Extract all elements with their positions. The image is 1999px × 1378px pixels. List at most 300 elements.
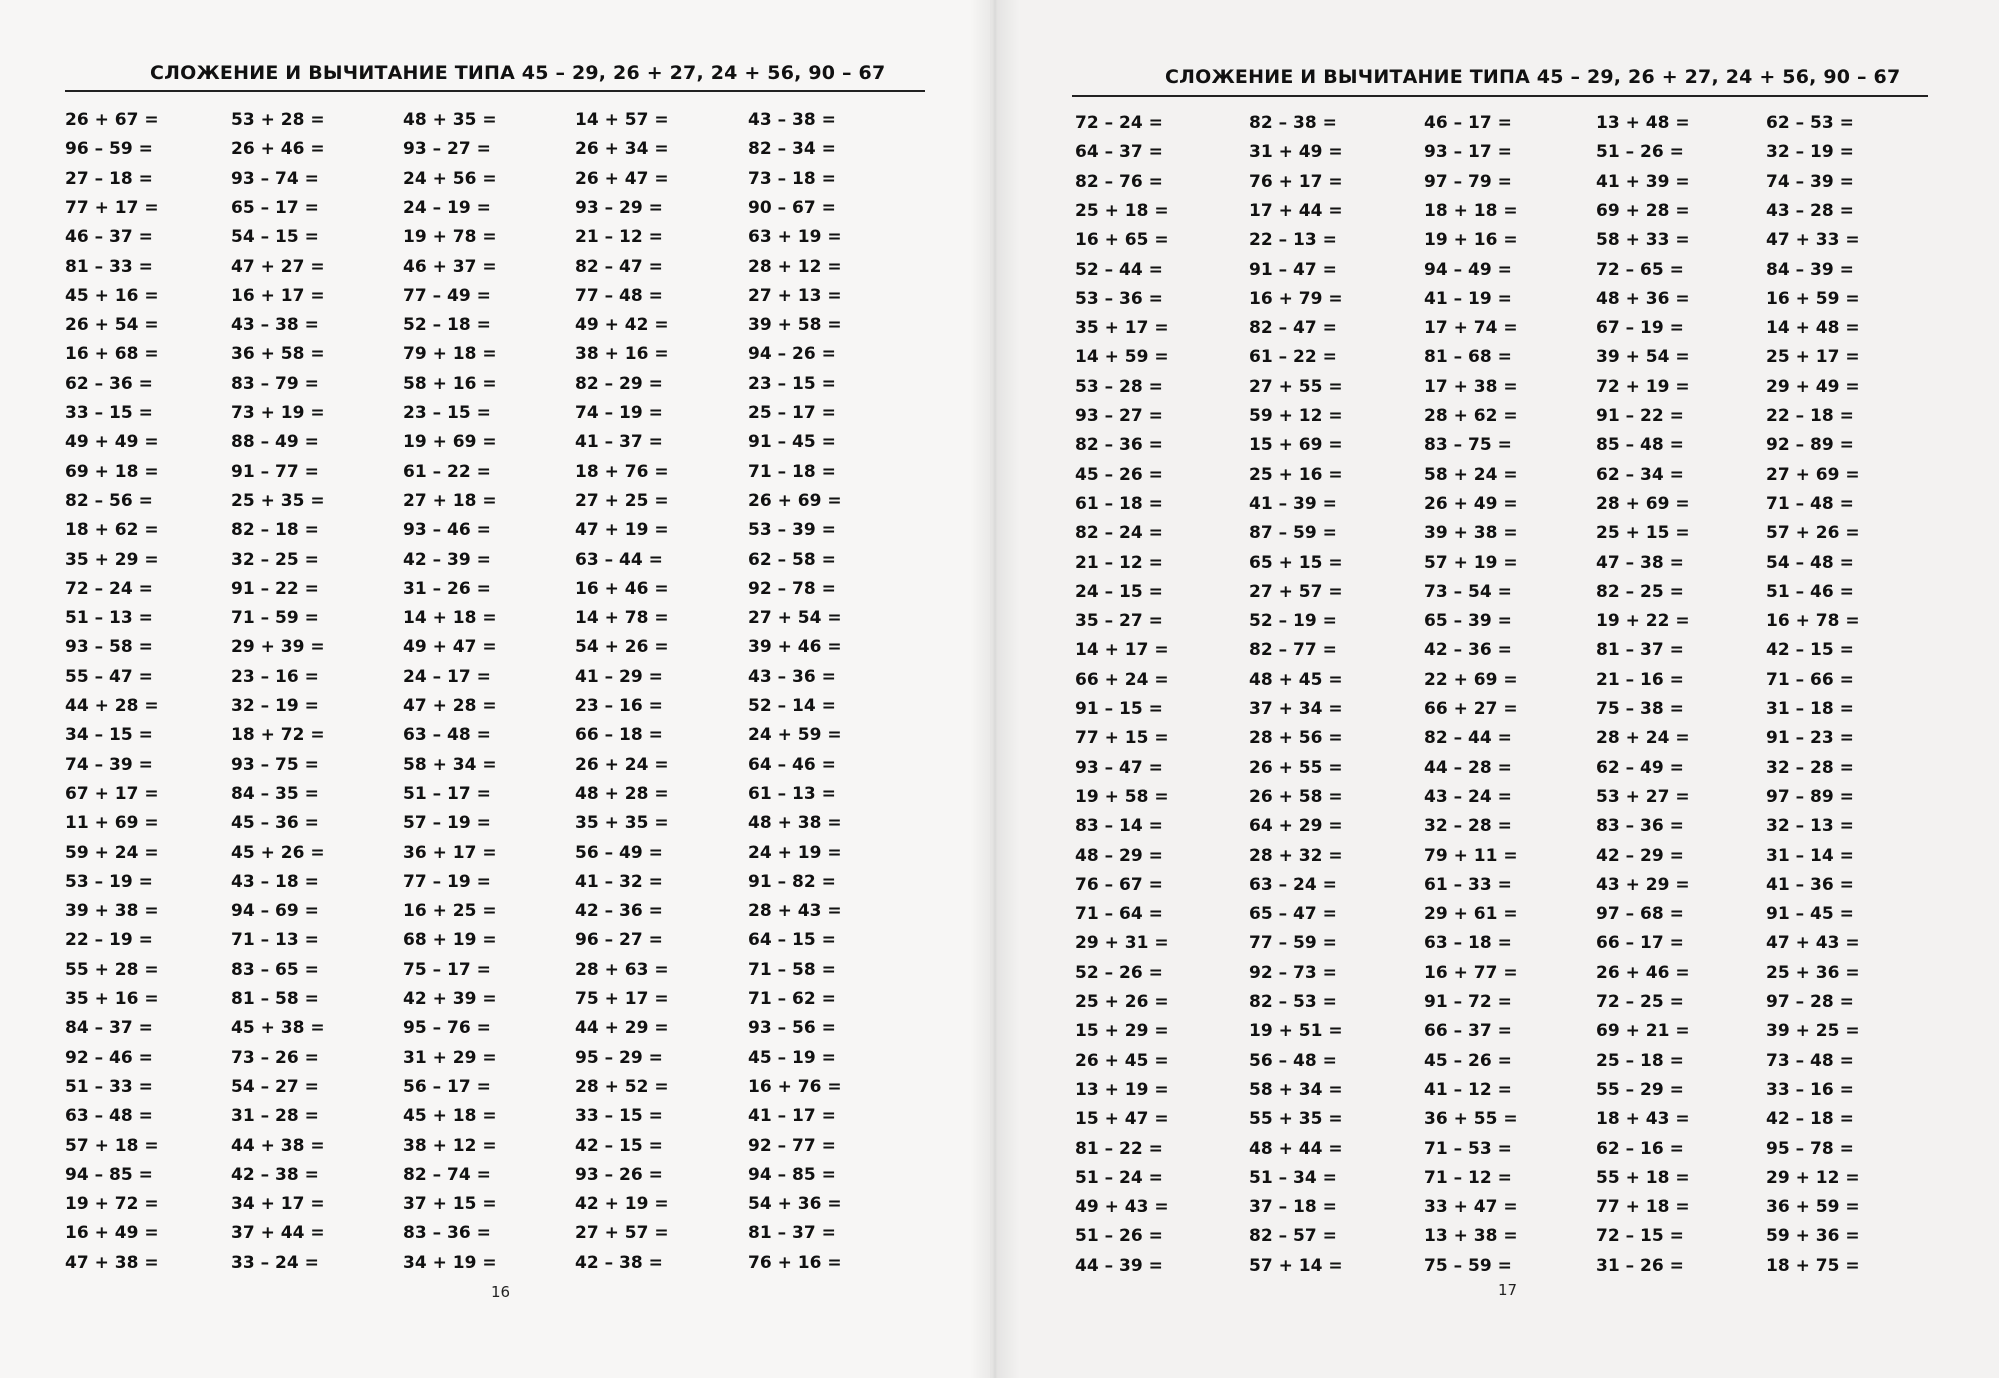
- exercise-item: 28 + 69 =: [1596, 494, 1690, 514]
- exercise-item: 16 + 78 =: [1766, 611, 1860, 631]
- exercise-item: 83 – 36 =: [1596, 816, 1684, 836]
- exercise-item: 29 + 31 =: [1075, 933, 1169, 953]
- exercise-item: 58 + 24 =: [1424, 465, 1518, 485]
- exercise-item: 75 – 59 =: [1424, 1256, 1512, 1276]
- exercise-item: 38 + 12 =: [403, 1136, 497, 1156]
- exercise-item: 29 + 39 =: [231, 637, 325, 657]
- exercise-item: 25 + 16 =: [1249, 465, 1343, 485]
- exercise-item: 46 – 17 =: [1424, 113, 1512, 133]
- exercise-item: 82 – 25 =: [1596, 582, 1684, 602]
- exercise-item: 26 + 58 =: [1249, 787, 1343, 807]
- exercise-item: 18 + 62 =: [65, 520, 159, 540]
- exercise-item: 84 – 39 =: [1766, 260, 1854, 280]
- exercise-item: 17 + 74 =: [1424, 318, 1518, 338]
- exercise-item: 52 – 26 =: [1075, 963, 1163, 983]
- exercise-item: 42 – 36 =: [1424, 640, 1512, 660]
- exercise-item: 25 + 26 =: [1075, 992, 1169, 1012]
- exercise-item: 82 – 36 =: [1075, 435, 1163, 455]
- exercise-item: 77 + 15 =: [1075, 728, 1169, 748]
- exercise-item: 62 – 36 =: [65, 374, 153, 394]
- exercise-item: 39 + 38 =: [65, 901, 159, 921]
- exercise-item: 55 + 28 =: [65, 960, 159, 980]
- exercise-item: 16 + 77 =: [1424, 963, 1518, 983]
- exercise-item: 67 + 17 =: [65, 784, 159, 804]
- title-underline: [1072, 95, 1928, 97]
- exercise-item: 82 – 24 =: [1075, 523, 1163, 543]
- exercise-item: 69 + 21 =: [1596, 1021, 1690, 1041]
- exercise-item: 77 + 17 =: [65, 198, 159, 218]
- exercise-item: 67 – 19 =: [1596, 318, 1684, 338]
- exercise-item: 43 – 38 =: [748, 110, 836, 130]
- exercise-item: 52 – 18 =: [403, 315, 491, 335]
- page-right: [990, 0, 1999, 1378]
- exercise-item: 42 – 38 =: [231, 1165, 319, 1185]
- exercise-item: 82 – 34 =: [748, 139, 836, 159]
- exercise-item: 97 – 68 =: [1596, 904, 1684, 924]
- exercise-item: 88 – 49 =: [231, 432, 319, 452]
- exercise-item: 53 – 19 =: [65, 872, 153, 892]
- exercise-item: 94 – 85 =: [748, 1165, 836, 1185]
- exercise-item: 33 – 15 =: [575, 1106, 663, 1126]
- exercise-item: 48 + 28 =: [575, 784, 669, 804]
- exercise-item: 16 + 79 =: [1249, 289, 1343, 309]
- exercise-item: 31 – 28 =: [231, 1106, 319, 1126]
- exercise-item: 35 + 29 =: [65, 550, 159, 570]
- exercise-item: 59 + 36 =: [1766, 1226, 1860, 1246]
- exercise-item: 58 + 34 =: [1249, 1080, 1343, 1100]
- book-gutter-shadow: [970, 0, 1020, 1378]
- exercise-item: 21 – 12 =: [1075, 553, 1163, 573]
- exercise-item: 71 – 66 =: [1766, 670, 1854, 690]
- exercise-item: 28 + 52 =: [575, 1077, 669, 1097]
- exercise-item: 51 – 17 =: [403, 784, 491, 804]
- exercise-item: 16 + 49 =: [65, 1223, 159, 1243]
- exercise-item: 51 – 34 =: [1249, 1168, 1337, 1188]
- exercise-item: 93 – 47 =: [1075, 758, 1163, 778]
- exercise-item: 19 + 72 =: [65, 1194, 159, 1214]
- exercise-item: 81 – 68 =: [1424, 347, 1512, 367]
- exercise-item: 97 – 28 =: [1766, 992, 1854, 1012]
- exercise-item: 56 – 48 =: [1249, 1051, 1337, 1071]
- exercise-item: 72 – 15 =: [1596, 1226, 1684, 1246]
- exercise-item: 26 + 55 =: [1249, 758, 1343, 778]
- exercise-item: 51 – 13 =: [65, 608, 153, 628]
- exercise-item: 31 – 26 =: [1596, 1256, 1684, 1276]
- exercise-item: 77 – 19 =: [403, 872, 491, 892]
- exercise-item: 39 + 46 =: [748, 637, 842, 657]
- exercise-item: 26 + 54 =: [65, 315, 159, 335]
- exercise-item: 69 + 18 =: [65, 462, 159, 482]
- exercise-item: 29 + 12 =: [1766, 1168, 1860, 1188]
- exercise-item: 27 + 13 =: [748, 286, 842, 306]
- exercise-item: 91 – 22 =: [231, 579, 319, 599]
- exercise-item: 26 + 46 =: [231, 139, 325, 159]
- exercise-item: 46 – 37 =: [65, 227, 153, 247]
- exercise-item: 14 + 17 =: [1075, 640, 1169, 660]
- exercise-item: 33 – 24 =: [231, 1253, 319, 1273]
- exercise-item: 55 – 29 =: [1596, 1080, 1684, 1100]
- exercise-item: 28 + 32 =: [1249, 846, 1343, 866]
- exercise-item: 32 – 28 =: [1766, 758, 1854, 778]
- exercise-item: 15 + 69 =: [1249, 435, 1343, 455]
- exercise-item: 23 – 15 =: [748, 374, 836, 394]
- exercise-item: 65 + 15 =: [1249, 553, 1343, 573]
- exercise-item: 35 – 27 =: [1075, 611, 1163, 631]
- exercise-item: 21 – 12 =: [575, 227, 663, 247]
- exercise-item: 47 + 27 =: [231, 257, 325, 277]
- exercise-item: 14 + 18 =: [403, 608, 497, 628]
- exercise-item: 19 + 16 =: [1424, 230, 1518, 250]
- exercise-item: 44 – 39 =: [1075, 1256, 1163, 1276]
- exercise-item: 14 + 48 =: [1766, 318, 1860, 338]
- exercise-item: 48 + 38 =: [748, 813, 842, 833]
- exercise-item: 92 – 78 =: [748, 579, 836, 599]
- exercise-item: 62 – 49 =: [1596, 758, 1684, 778]
- exercise-item: 18 + 18 =: [1424, 201, 1518, 221]
- page-title: СЛОЖЕНИЕ И ВЫЧИТАНИЕ ТИПА 45 – 29, 26 + 27, 24 + 56, 90 – 67: [1165, 66, 1901, 88]
- exercise-item: 93 – 27 =: [1075, 406, 1163, 426]
- exercise-item: 26 + 24 =: [575, 755, 669, 775]
- exercise-item: 29 + 61 =: [1424, 904, 1518, 924]
- exercise-item: 15 + 47 =: [1075, 1109, 1169, 1129]
- exercise-item: 41 – 37 =: [575, 432, 663, 452]
- exercise-item: 47 + 33 =: [1766, 230, 1860, 250]
- exercise-item: 48 + 35 =: [403, 110, 497, 130]
- exercise-item: 93 – 56 =: [748, 1018, 836, 1038]
- exercise-item: 64 – 15 =: [748, 930, 836, 950]
- exercise-item: 36 + 17 =: [403, 843, 497, 863]
- exercise-item: 92 – 73 =: [1249, 963, 1337, 983]
- exercise-item: 39 + 58 =: [748, 315, 842, 335]
- exercise-item: 83 – 79 =: [231, 374, 319, 394]
- exercise-item: 36 + 59 =: [1766, 1197, 1860, 1217]
- exercise-item: 58 + 16 =: [403, 374, 497, 394]
- exercise-item: 97 – 79 =: [1424, 172, 1512, 192]
- exercise-item: 43 – 38 =: [231, 315, 319, 335]
- title-underline: [65, 90, 925, 92]
- exercise-item: 77 – 49 =: [403, 286, 491, 306]
- exercise-item: 27 – 18 =: [65, 169, 153, 189]
- exercise-item: 32 – 13 =: [1766, 816, 1854, 836]
- exercise-item: 73 – 18 =: [748, 169, 836, 189]
- exercise-item: 81 – 22 =: [1075, 1139, 1163, 1159]
- exercise-item: 16 + 59 =: [1766, 289, 1860, 309]
- exercise-item: 32 – 19 =: [231, 696, 319, 716]
- exercise-item: 66 – 18 =: [575, 725, 663, 745]
- exercise-item: 59 + 24 =: [65, 843, 159, 863]
- exercise-item: 55 – 47 =: [65, 667, 153, 687]
- exercise-item: 13 + 19 =: [1075, 1080, 1169, 1100]
- exercise-item: 32 – 25 =: [231, 550, 319, 570]
- exercise-item: 69 + 28 =: [1596, 201, 1690, 221]
- exercise-item: 76 – 67 =: [1075, 875, 1163, 895]
- exercise-item: 26 + 46 =: [1596, 963, 1690, 983]
- exercise-item: 25 + 35 =: [231, 491, 325, 511]
- exercise-item: 51 – 46 =: [1766, 582, 1854, 602]
- exercise-item: 63 – 18 =: [1424, 933, 1512, 953]
- exercise-item: 87 – 59 =: [1249, 523, 1337, 543]
- exercise-item: 64 – 37 =: [1075, 142, 1163, 162]
- exercise-item: 58 + 33 =: [1596, 230, 1690, 250]
- exercise-item: 35 + 16 =: [65, 989, 159, 1009]
- exercise-item: 53 – 28 =: [1075, 377, 1163, 397]
- exercise-item: 42 – 18 =: [1766, 1109, 1854, 1129]
- exercise-item: 91 – 82 =: [748, 872, 836, 892]
- exercise-item: 66 – 17 =: [1596, 933, 1684, 953]
- exercise-item: 35 + 35 =: [575, 813, 669, 833]
- exercise-item: 91 – 23 =: [1766, 728, 1854, 748]
- exercise-item: 48 + 36 =: [1596, 289, 1690, 309]
- exercise-item: 45 – 26 =: [1424, 1051, 1512, 1071]
- exercise-item: 82 – 53 =: [1249, 992, 1337, 1012]
- exercise-item: 71 – 13 =: [231, 930, 319, 950]
- exercise-item: 43 – 18 =: [231, 872, 319, 892]
- exercise-item: 32 – 19 =: [1766, 142, 1854, 162]
- exercise-item: 33 + 47 =: [1424, 1197, 1518, 1217]
- exercise-item: 48 – 29 =: [1075, 846, 1163, 866]
- exercise-item: 82 – 38 =: [1249, 113, 1337, 133]
- exercise-item: 44 – 28 =: [1424, 758, 1512, 778]
- exercise-item: 71 – 64 =: [1075, 904, 1163, 924]
- exercise-item: 34 + 19 =: [403, 1253, 497, 1273]
- exercise-item: 27 + 54 =: [748, 608, 842, 628]
- exercise-item: 73 – 48 =: [1766, 1051, 1854, 1071]
- exercise-item: 41 – 17 =: [748, 1106, 836, 1126]
- exercise-item: 62 – 34 =: [1596, 465, 1684, 485]
- exercise-item: 65 – 17 =: [231, 198, 319, 218]
- exercise-item: 77 – 48 =: [575, 286, 663, 306]
- exercise-item: 37 + 15 =: [403, 1194, 497, 1214]
- exercise-item: 31 – 26 =: [403, 579, 491, 599]
- exercise-item: 66 + 24 =: [1075, 670, 1169, 690]
- exercise-item: 82 – 77 =: [1249, 640, 1337, 660]
- exercise-item: 45 – 19 =: [748, 1048, 836, 1068]
- exercise-item: 62 – 16 =: [1596, 1139, 1684, 1159]
- exercise-item: 28 + 12 =: [748, 257, 842, 277]
- exercise-item: 90 – 67 =: [748, 198, 836, 218]
- exercise-item: 96 – 59 =: [65, 139, 153, 159]
- exercise-item: 61 – 22 =: [1249, 347, 1337, 367]
- exercise-item: 42 + 39 =: [403, 989, 497, 1009]
- exercise-item: 43 – 24 =: [1424, 787, 1512, 807]
- exercise-item: 42 – 15 =: [1766, 640, 1854, 660]
- exercise-item: 45 – 36 =: [231, 813, 319, 833]
- exercise-item: 66 – 37 =: [1424, 1021, 1512, 1041]
- exercise-item: 73 – 26 =: [231, 1048, 319, 1068]
- exercise-item: 71 – 12 =: [1424, 1168, 1512, 1188]
- exercise-item: 57 – 19 =: [403, 813, 491, 833]
- exercise-item: 73 – 54 =: [1424, 582, 1512, 602]
- exercise-item: 53 + 28 =: [231, 110, 325, 130]
- exercise-item: 76 + 16 =: [748, 1253, 842, 1273]
- exercise-item: 25 + 18 =: [1075, 201, 1169, 221]
- exercise-item: 93 – 46 =: [403, 520, 491, 540]
- exercise-item: 75 – 17 =: [403, 960, 491, 980]
- exercise-item: 26 + 49 =: [1424, 494, 1518, 514]
- exercise-item: 43 – 36 =: [748, 667, 836, 687]
- exercise-item: 47 – 38 =: [1596, 553, 1684, 573]
- exercise-item: 28 + 24 =: [1596, 728, 1690, 748]
- exercise-item: 39 + 25 =: [1766, 1021, 1860, 1041]
- exercise-item: 77 + 18 =: [1596, 1197, 1690, 1217]
- exercise-item: 27 + 57 =: [575, 1223, 669, 1243]
- exercise-item: 41 – 29 =: [575, 667, 663, 687]
- exercise-item: 75 + 17 =: [575, 989, 669, 1009]
- exercise-item: 44 + 38 =: [231, 1136, 325, 1156]
- exercise-item: 54 + 36 =: [748, 1194, 842, 1214]
- exercise-item: 17 + 38 =: [1424, 377, 1518, 397]
- exercise-item: 64 + 29 =: [1249, 816, 1343, 836]
- exercise-item: 49 + 49 =: [65, 432, 159, 452]
- exercise-item: 94 – 26 =: [748, 344, 836, 364]
- exercise-item: 91 – 45 =: [748, 432, 836, 452]
- exercise-item: 57 + 19 =: [1424, 553, 1518, 573]
- page-number: 17: [1498, 1281, 1518, 1299]
- exercise-item: 19 + 51 =: [1249, 1021, 1343, 1041]
- exercise-item: 45 + 26 =: [231, 843, 325, 863]
- exercise-item: 41 – 12 =: [1424, 1080, 1512, 1100]
- exercise-item: 16 + 65 =: [1075, 230, 1169, 250]
- exercise-item: 63 – 44 =: [575, 550, 663, 570]
- exercise-item: 37 + 44 =: [231, 1223, 325, 1243]
- exercise-item: 15 + 29 =: [1075, 1021, 1169, 1041]
- exercise-item: 94 – 85 =: [65, 1165, 153, 1185]
- exercise-item: 25 + 17 =: [1766, 347, 1860, 367]
- exercise-item: 66 + 27 =: [1424, 699, 1518, 719]
- exercise-item: 16 + 76 =: [748, 1077, 842, 1097]
- exercise-item: 51 – 33 =: [65, 1077, 153, 1097]
- exercise-item: 47 + 28 =: [403, 696, 497, 716]
- exercise-item: 82 – 76 =: [1075, 172, 1163, 192]
- exercise-item: 42 + 19 =: [575, 1194, 669, 1214]
- exercise-item: 19 + 78 =: [403, 227, 497, 247]
- exercise-item: 82 – 74 =: [403, 1165, 491, 1185]
- exercise-item: 61 – 18 =: [1075, 494, 1163, 514]
- exercise-item: 27 + 57 =: [1249, 582, 1343, 602]
- exercise-item: 26 + 67 =: [65, 110, 159, 130]
- exercise-item: 46 + 37 =: [403, 257, 497, 277]
- exercise-item: 24 + 59 =: [748, 725, 842, 745]
- exercise-item: 93 – 27 =: [403, 139, 491, 159]
- exercise-item: 95 – 76 =: [403, 1018, 491, 1038]
- page-title: СЛОЖЕНИЕ И ВЫЧИТАНИЕ ТИПА 45 – 29, 26 + 27, 24 + 56, 90 – 67: [150, 62, 886, 84]
- exercise-item: 41 – 32 =: [575, 872, 663, 892]
- exercise-item: 49 + 43 =: [1075, 1197, 1169, 1217]
- exercise-item: 36 + 58 =: [231, 344, 325, 364]
- exercise-item: 27 + 18 =: [403, 491, 497, 511]
- exercise-item: 82 – 56 =: [65, 491, 153, 511]
- exercise-item: 47 + 43 =: [1766, 933, 1860, 953]
- exercise-item: 63 – 48 =: [403, 725, 491, 745]
- exercise-item: 63 + 19 =: [748, 227, 842, 247]
- exercise-item: 28 + 43 =: [748, 901, 842, 921]
- exercise-item: 52 – 44 =: [1075, 260, 1163, 280]
- exercise-item: 41 + 39 =: [1596, 172, 1690, 192]
- exercise-item: 29 + 49 =: [1766, 377, 1860, 397]
- exercise-item: 93 – 29 =: [575, 198, 663, 218]
- exercise-item: 41 – 36 =: [1766, 875, 1854, 895]
- exercise-item: 24 + 19 =: [748, 843, 842, 863]
- exercise-item: 93 – 75 =: [231, 755, 319, 775]
- exercise-item: 72 – 24 =: [1075, 113, 1163, 133]
- exercise-item: 58 + 34 =: [403, 755, 497, 775]
- exercise-item: 71 – 48 =: [1766, 494, 1854, 514]
- exercise-item: 22 – 19 =: [65, 930, 153, 950]
- exercise-item: 53 – 39 =: [748, 520, 836, 540]
- exercise-item: 72 – 25 =: [1596, 992, 1684, 1012]
- exercise-item: 65 – 47 =: [1249, 904, 1337, 924]
- exercise-item: 61 – 22 =: [403, 462, 491, 482]
- exercise-item: 71 – 58 =: [748, 960, 836, 980]
- exercise-item: 21 – 16 =: [1596, 670, 1684, 690]
- exercise-item: 22 – 13 =: [1249, 230, 1337, 250]
- exercise-item: 76 + 17 =: [1249, 172, 1343, 192]
- exercise-item: 33 – 16 =: [1766, 1080, 1854, 1100]
- exercise-item: 91 – 15 =: [1075, 699, 1163, 719]
- exercise-item: 28 + 56 =: [1249, 728, 1343, 748]
- exercise-item: 91 – 47 =: [1249, 260, 1337, 280]
- exercise-item: 83 – 14 =: [1075, 816, 1163, 836]
- exercise-item: 82 – 57 =: [1249, 1226, 1337, 1246]
- exercise-item: 92 – 46 =: [65, 1048, 153, 1068]
- exercise-item: 93 – 74 =: [231, 169, 319, 189]
- exercise-item: 95 – 29 =: [575, 1048, 663, 1068]
- exercise-item: 48 + 45 =: [1249, 670, 1343, 690]
- exercise-item: 33 – 15 =: [65, 403, 153, 423]
- exercise-item: 19 + 58 =: [1075, 787, 1169, 807]
- exercise-item: 42 – 39 =: [403, 550, 491, 570]
- exercise-item: 39 + 54 =: [1596, 347, 1690, 367]
- exercise-item: 74 – 19 =: [575, 403, 663, 423]
- exercise-item: 51 – 24 =: [1075, 1168, 1163, 1188]
- exercise-item: 71 – 18 =: [748, 462, 836, 482]
- exercise-item: 44 + 29 =: [575, 1018, 669, 1038]
- exercise-item: 16 + 17 =: [231, 286, 325, 306]
- exercise-item: 32 – 28 =: [1424, 816, 1512, 836]
- exercise-item: 92 – 77 =: [748, 1136, 836, 1156]
- exercise-item: 82 – 29 =: [575, 374, 663, 394]
- exercise-item: 16 + 25 =: [403, 901, 497, 921]
- exercise-item: 24 – 15 =: [1075, 582, 1163, 602]
- exercise-item: 73 + 19 =: [231, 403, 325, 423]
- exercise-item: 23 – 16 =: [231, 667, 319, 687]
- exercise-item: 35 + 17 =: [1075, 318, 1169, 338]
- exercise-item: 27 + 69 =: [1766, 465, 1860, 485]
- exercise-item: 42 – 38 =: [575, 1253, 663, 1273]
- exercise-item: 96 – 27 =: [575, 930, 663, 950]
- exercise-item: 79 + 18 =: [403, 344, 497, 364]
- exercise-item: 36 + 55 =: [1424, 1109, 1518, 1129]
- exercise-item: 34 + 17 =: [231, 1194, 325, 1214]
- exercise-item: 91 – 72 =: [1424, 992, 1512, 1012]
- exercise-item: 55 + 18 =: [1596, 1168, 1690, 1188]
- exercise-item: 91 – 22 =: [1596, 406, 1684, 426]
- exercise-item: 83 – 65 =: [231, 960, 319, 980]
- exercise-item: 75 – 38 =: [1596, 699, 1684, 719]
- exercise-item: 62 – 53 =: [1766, 113, 1854, 133]
- exercise-item: 27 + 55 =: [1249, 377, 1343, 397]
- exercise-item: 17 + 44 =: [1249, 201, 1343, 221]
- exercise-item: 27 + 25 =: [575, 491, 669, 511]
- exercise-item: 82 – 47 =: [575, 257, 663, 277]
- exercise-item: 68 + 19 =: [403, 930, 497, 950]
- exercise-item: 45 + 16 =: [65, 286, 159, 306]
- exercise-item: 54 – 15 =: [231, 227, 319, 247]
- exercise-item: 53 + 27 =: [1596, 787, 1690, 807]
- exercise-item: 54 + 26 =: [575, 637, 669, 657]
- exercise-item: 25 + 36 =: [1766, 963, 1860, 983]
- exercise-item: 97 – 89 =: [1766, 787, 1854, 807]
